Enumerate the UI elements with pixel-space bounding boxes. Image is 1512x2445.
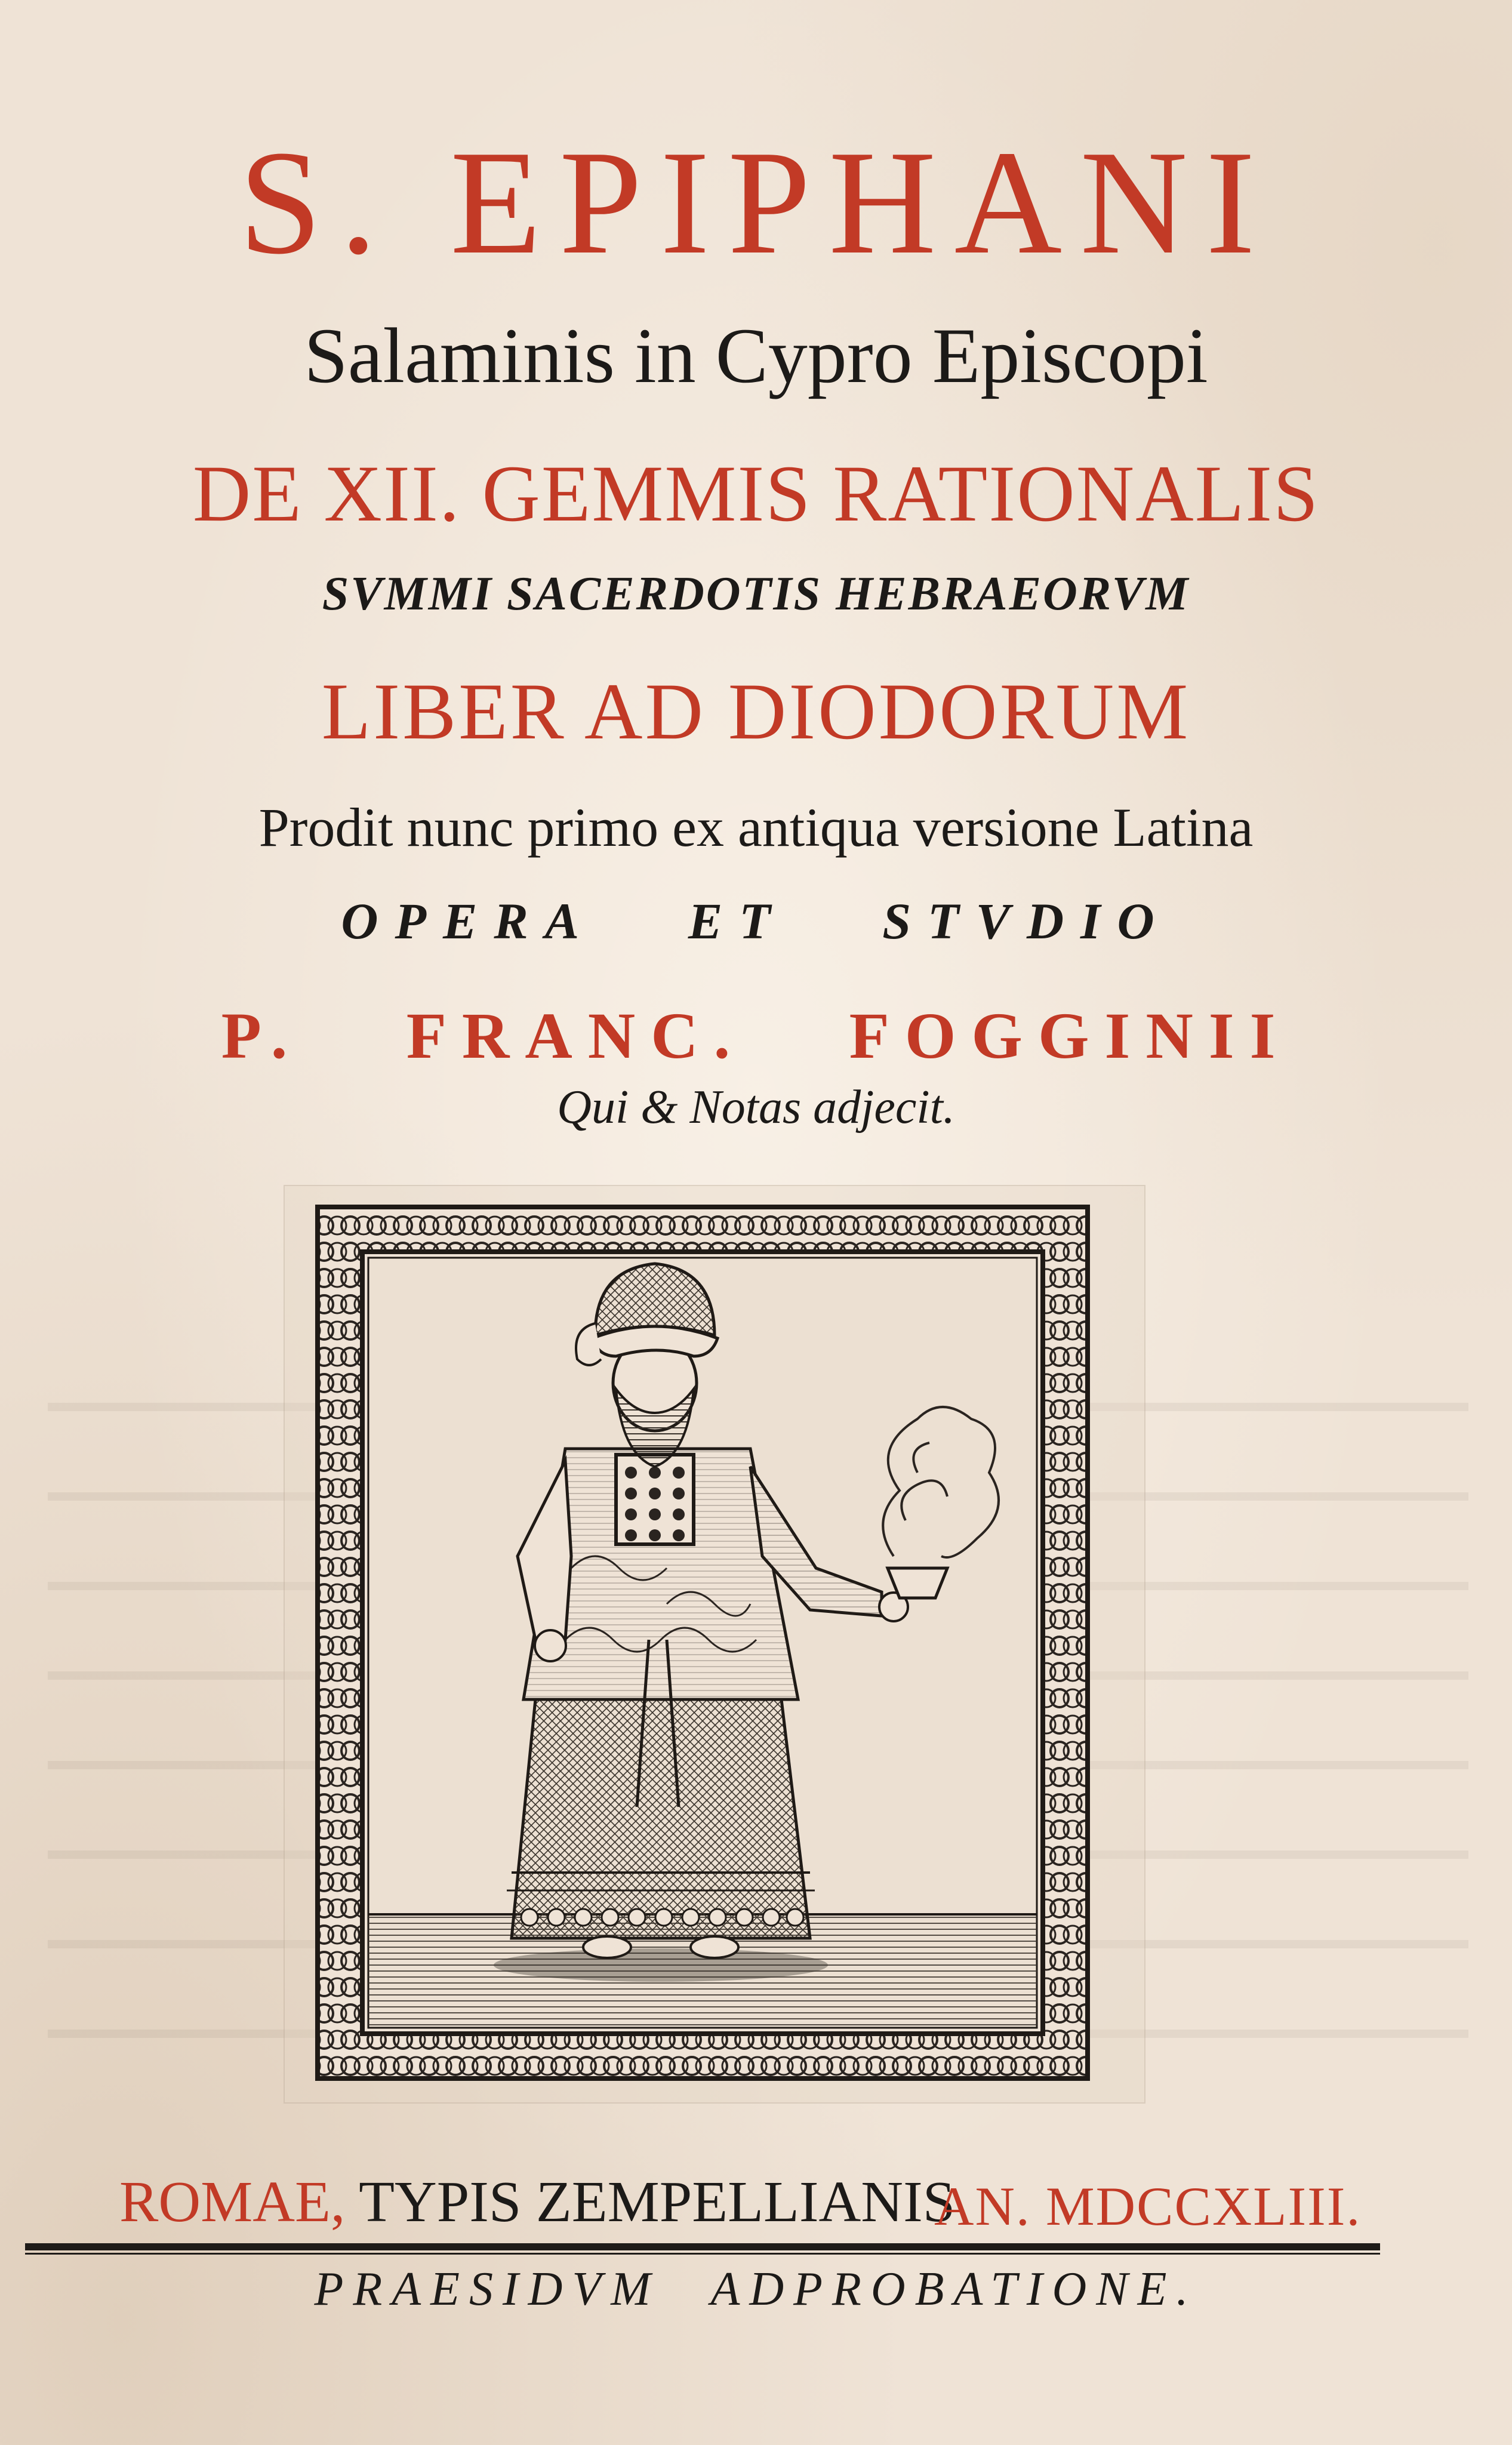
work-subtitle: SVMMI SACERDOTIS HEBRAEORVM bbox=[322, 568, 1190, 620]
imprint-rule-thin bbox=[25, 2253, 1380, 2255]
liber-line: LIBER AD DIODORUM bbox=[321, 667, 1191, 756]
author-line: S. EPIPHANI bbox=[239, 120, 1273, 285]
work-title: DE XII. GEMMIS RATIONALIS bbox=[192, 449, 1320, 538]
engraved-plate bbox=[284, 1185, 1145, 2104]
imprint-city-printer bbox=[119, 2170, 956, 2234]
imprint-rule bbox=[25, 2243, 1380, 2250]
editor-line: P. FRANC. FOGGINII bbox=[221, 999, 1291, 1072]
approbation-line: PRAESIDVM ADPROBATIONE. bbox=[314, 2263, 1198, 2315]
notas-line: Qui & Notas adjecit. bbox=[557, 1081, 955, 1134]
opera-line: OPERA ET STVDIO bbox=[341, 892, 1171, 950]
imprint-printer: TYPIS ZEMPELLIANIS bbox=[359, 2170, 956, 2234]
imprint-city: ROMAE, bbox=[119, 2170, 346, 2234]
prodit-line: Prodit nunc primo ex antiqua versione Latina bbox=[258, 797, 1254, 858]
author-subtitle: Salaminis in Cypro Episcopi bbox=[304, 312, 1208, 399]
engraved-high-priest-plate-icon bbox=[285, 1186, 1144, 2102]
imprint-year: AN. MDCCXLIII. bbox=[934, 2176, 1362, 2237]
